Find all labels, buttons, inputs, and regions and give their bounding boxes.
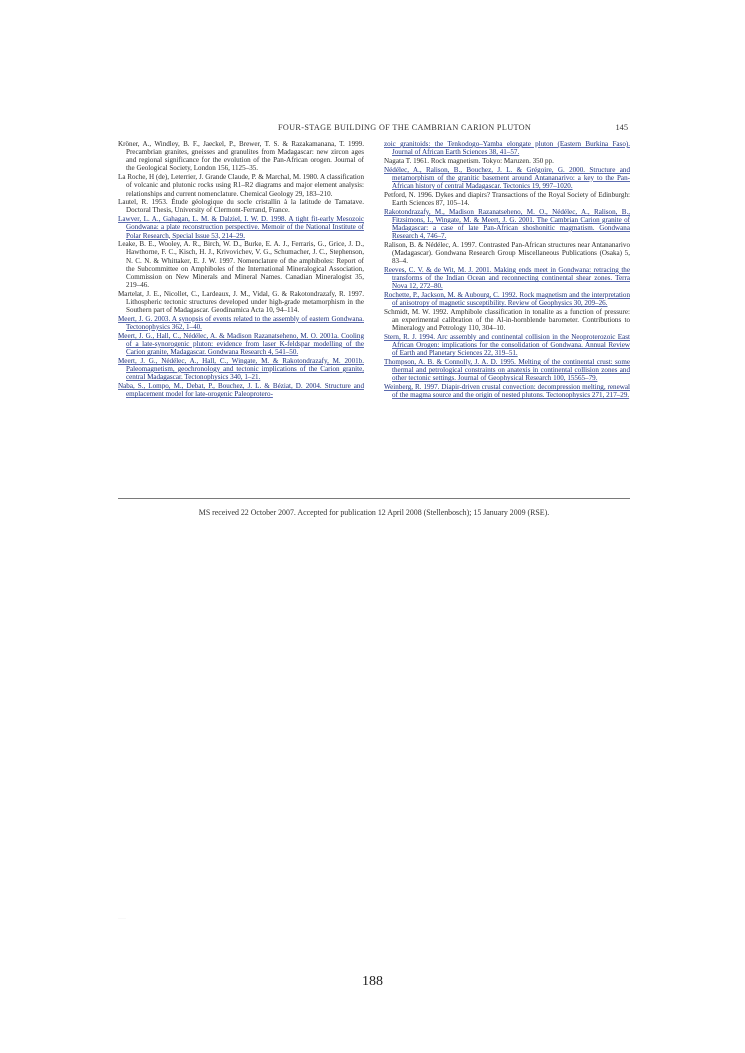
reference-entry: Martelat, J. E., Nicollet, C., Lardeaux, J. M., Vidal, G. & Rakotondrazafy, R. 1997. Lithospheric tectonic structures developed under high-grade metamorphism in the Southern part of Madagascar. Geodinamica Acta 10, 94–114.	[118, 289, 364, 315]
reference-entry: Ralison, B. & Nédélec, A. 1997. Contrasted Pan-African structures near Antananarivo (Madagascar). Gondwana Research Group Miscellaneous Publications (Osaka) 5, 83–4.	[384, 240, 630, 266]
reference-link[interactable]: zoic granitoids: the Tenkodogo–Yamba elongate pluton (Eastern Burkina Faso). Journal of African Earth Sciences 38, 41–57.	[384, 140, 630, 157]
references-right-column	[384, 140, 630, 400]
footer-page-number: 188	[362, 974, 383, 989]
reference-link[interactable]: Stern, R. J. 1994. Arc assembly and continental collision in the Neoproterozoic East African Orogen: implications for the consolidation of Gondwana. Annual Review of Earth and Planetary Sciences 22, 319–51.	[384, 332, 630, 358]
reference-link[interactable]: Lawver, L. A., Gahagan, L. M. & Dalziel, I. W. D. 1998. A tight fit-early Mesozoic Gondwana: a plate reconstruction perspective. Memoir of the National Institute of Polar Research, Special Issue 53, 214–29.	[118, 215, 364, 240]
faint-stamp: ········	[118, 917, 126, 921]
reference-link[interactable]: Meert, J. G., Hall, C., Nédélec, A. & Madison Razanatseheno, M. O. 2001a. Cooling of a late-synorogenic pluton: evidence from laser K-feldspar modelling of the Carion granite, Madagascar. Gondwana Research 4, 541–50.	[118, 331, 364, 357]
reference-link[interactable]: Rochette, P., Jackson, M. & Aubourg, C. 1992. Rock magnetism and the interpretation of anisotropy of magnetic susceptibility. Review of Geophysics 30, 209–26.	[384, 290, 630, 308]
reference-link[interactable]: Naba, S., Lompo, M., Debat, P., Bouchez, J. L. & Béziat, D. 2004. Structure and emplacement model for late-orogenic Paleoprotero-	[118, 381, 364, 399]
reference-link[interactable]: Rakotondrazafy, M., Madison Razanatseheno, M. O., Nédélec, A., Ralison, B., Fitzsimons, I., Wingate, M. & Meert, J. G. 2001. The Cambrian Carion granite of Madagascar: a case of late Pan-African shoshonitic magmatism. Gondwana Research 4, 746–7.	[384, 207, 630, 241]
reference-entry: La Roche, H (de), Leterrier, J. Grande Claude, P. & Marchal, M. 1980. A classification of volcanic and plutonic rocks using R1–R2 diagrams and major element analysis: relationships and current nomenclature. Chemical Geology 29, 183–210.	[118, 173, 364, 198]
reference-link[interactable]: Weinberg, R. 1997. Diapir-driven crustal convection: decompression melting, renewal of the magma source and the origin of nested plutons. Tectonophysics 271, 217–29.	[384, 383, 630, 400]
reference-entry: Leake, B. E., Wooley, A. R., Birch, W. D., Burke, E. A. J., Ferraris, G., Grice, J. D., Hawthorne, F. C., Kisch, H. J., Krivovichev, V. G., Schumacher, J. C., Stephenson, N. C. N. & Whittaker, E. J. W. 1997. Nomenclature of the amphiboles: Report of the Subcommittee on Amphiboles of the International Mineralogical Association, Commission on New Minerals and Mineral Names. Canadian Mineralogist 35, 219–46.	[118, 240, 364, 290]
journal-page-number: 145	[615, 123, 628, 132]
received-note: MS received 22 October 2007. Accepted for publication 12 April 2008 (Stellenbosch); 15 January 2009 (RSE).	[198, 508, 550, 517]
reference-link[interactable]: Nédélec, A., Ralison, B., Bouchez, J. L. & Grégoire, G. 2000. Structure and metamorphism of the granitic basement around Antananarivo: a key to the Pan-African history of central Madagascar. Tectonics 19, 997–1020.	[384, 165, 630, 190]
separator-rule	[118, 498, 630, 499]
reference-entry: Petford, N. 1996. Dykes and diapirs? Transactions of the Royal Society of Edinburgh: Earth Sciences 87, 105–14.	[384, 190, 630, 207]
reference-link[interactable]: Meert, J. G. 2003. A synopsis of events related to the assembly of eastern Gondwana. Tectonophysics 362, 1–40.	[118, 314, 364, 331]
reference-entry: Lautel, R. 1953. Étude géologique du socle cristallin à la latitude de Tamatave. Doctoral Thesis, University of Clermont-Ferrand, France.	[118, 198, 364, 215]
reference-entry: Nagata T. 1961. Rock magnetism. Tokyo: Maruzen. 350 pp.	[384, 156, 554, 165]
reference-link[interactable]: Reeves, C. V. & de Wit, M. J. 2001. Making ends meet in Gondwana: retracing the transforms of the Indian Ocean and reconnecting continental shear zones. Terra Nova 12, 272–80.	[384, 265, 630, 291]
reference-entry: Kröner, A., Windley, B. F., Jaeckel, P., Brewer, T. S. & Razakamanana, T. 1999. Precambrian granites, gneisses and granulites from Madagascar: new zircon ages and regional significance for the evolution of the Pan-African orogen. Journal of the Geological Society, London 156, 1125–35.	[118, 140, 364, 173]
running-header	[118, 123, 628, 135]
reference-link[interactable]: Meert, J. G., Nédélec, A., Hall, C., Wingate, M. & Rakotondrazafy, M. 2001b. Paleomagnetism, geochronology and tectonic implications of the Carion granite, central Madagascar. Tectonophysics 340, 1–21.	[118, 356, 364, 382]
reference-link[interactable]: Thompson, A. B. & Connolly, J. A. D. 1995. Melting of the continental crust: some thermal and petrological constraints on anatexis in continental collision zones and other tectonic settings. Journal of Geophysical Research 100, 15565–79.	[384, 358, 630, 383]
references-left-column	[118, 140, 364, 399]
reference-entry: Schmidt, M. W. 1992. Amphibole classification in tonalite as a function of pressure: an experimental calibration of the Al-in-hornblende barometer. Contributions to Mineralogy and Petrology 110, 304–10.	[384, 307, 630, 333]
running-title: FOUR-STAGE BUILDING OF THE CAMBRIAN CARION PLUTON	[278, 123, 532, 132]
